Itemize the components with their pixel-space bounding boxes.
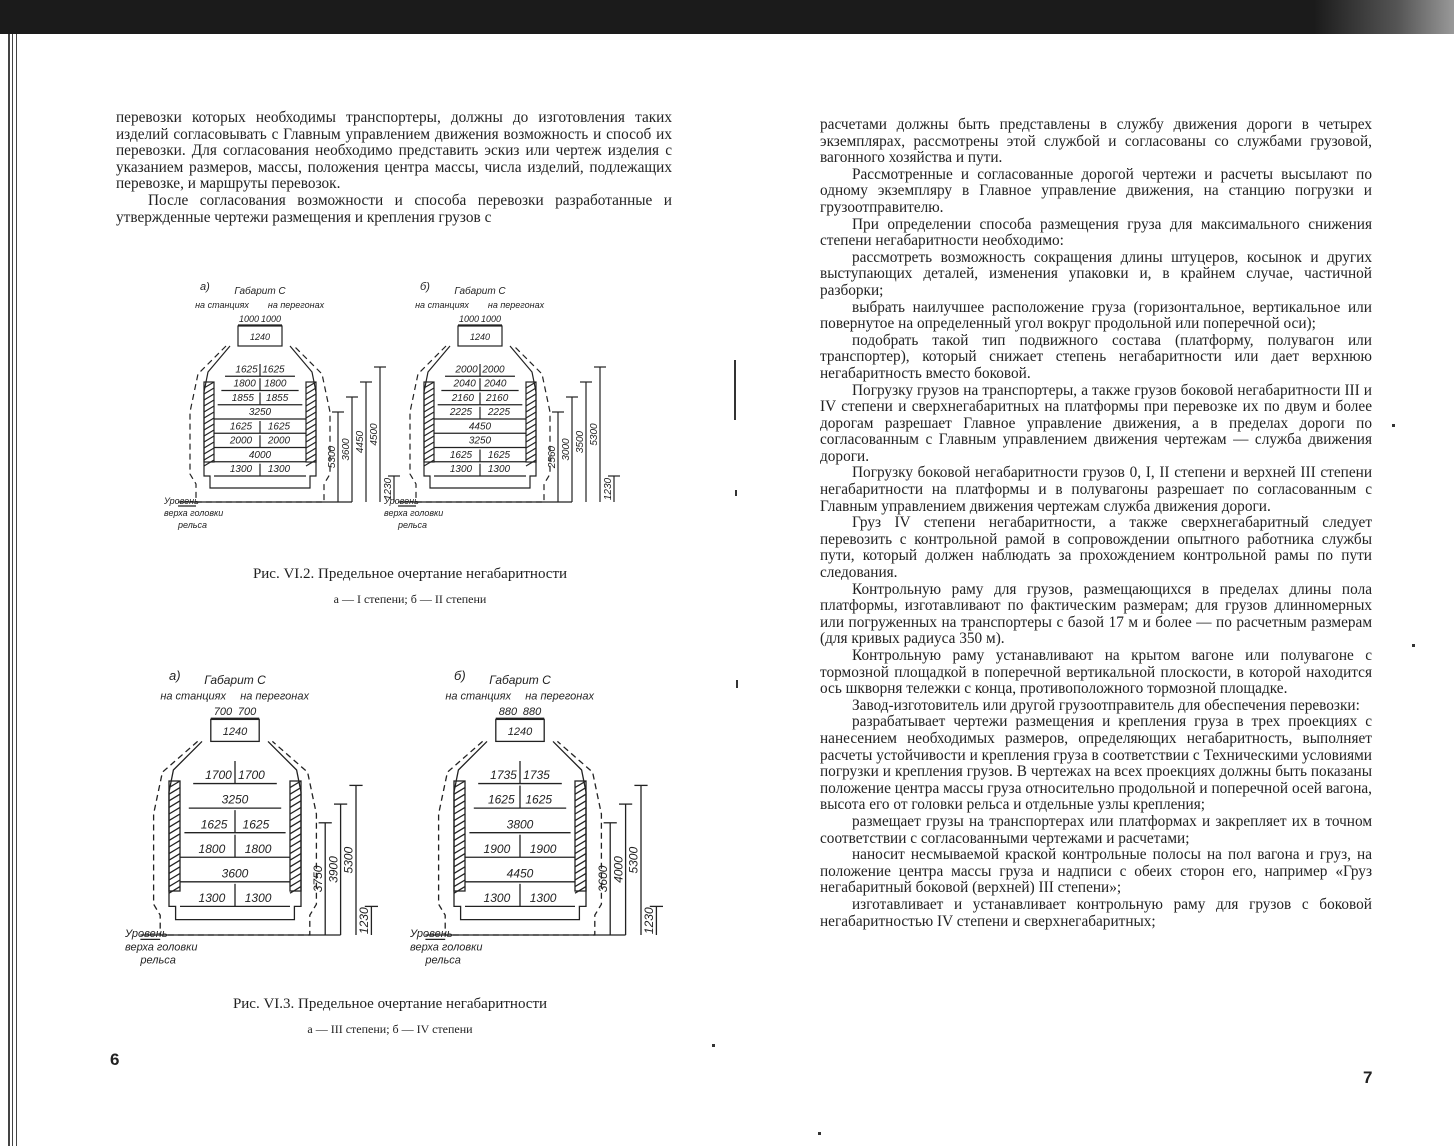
hatch-line xyxy=(526,442,536,448)
hatch-line xyxy=(306,424,316,430)
height-dimension-label: 1230 xyxy=(383,477,394,501)
hatch-line xyxy=(290,840,301,847)
hatch-line xyxy=(204,388,214,394)
dimension-label: 1000 xyxy=(260,314,282,324)
hatch-line xyxy=(526,400,536,406)
hatch-line xyxy=(306,448,316,454)
gauge-subheader: на перегонах xyxy=(267,300,325,310)
dimension-label: 1625 xyxy=(235,364,258,376)
gauge-subheader: на станциях xyxy=(445,690,512,703)
hatch-line xyxy=(454,854,465,861)
hatch-line xyxy=(424,412,434,418)
hatch-line xyxy=(290,788,301,795)
hatch-line xyxy=(169,834,180,841)
hatch-line xyxy=(306,436,316,442)
rail-level-label: Уровень xyxy=(164,496,199,506)
hatch-line xyxy=(575,794,586,801)
dimension-label: 2160 xyxy=(451,392,474,404)
hatch-line xyxy=(290,801,301,808)
dimension-label: 1300 xyxy=(244,891,272,905)
dimension-label: 1700 xyxy=(238,768,265,783)
height-dimension-label: 5300 xyxy=(589,423,600,446)
hatch-line xyxy=(290,860,301,867)
dimension-label: 1800 xyxy=(244,841,272,856)
figure-vi-2-panel-b xyxy=(383,282,620,530)
hatch-line xyxy=(290,887,301,894)
hatch-line xyxy=(526,418,536,424)
hatch-line xyxy=(169,801,180,808)
hatch-line xyxy=(169,788,180,795)
dimension-label: 1800 xyxy=(264,378,287,390)
dimension-label: 1625 xyxy=(267,421,291,433)
height-dimension-label: 5300 xyxy=(341,846,356,874)
page-number-left: 6 xyxy=(110,1050,120,1069)
left-paragraph: После согласования возможности и способа перевозки разработанные и утвержденные чертежи размещения и крепления грузов с xyxy=(116,191,672,226)
dimension-label: 700 xyxy=(237,706,257,718)
dimension-label: 4450 xyxy=(506,866,534,881)
dimension-label: 1625 xyxy=(242,817,270,832)
book-binding-edge xyxy=(0,0,22,1146)
figure-vi-3-subcaption: а — III степени; б — IV степени xyxy=(307,1022,473,1036)
hatch-line xyxy=(169,860,180,867)
hatch-line xyxy=(290,814,301,821)
dimension-label: 2000 xyxy=(267,435,291,447)
hatch-line xyxy=(306,394,316,400)
height-dimension-label: 4500 xyxy=(369,423,380,446)
rail-level-label: верха головки xyxy=(384,508,444,518)
hatch-line xyxy=(169,827,180,834)
gauge-header: Габарит С xyxy=(454,286,506,297)
hatch-line xyxy=(575,847,586,854)
rail-level-label: верха головки xyxy=(125,941,198,954)
page-number-right: 7 xyxy=(1363,1068,1373,1087)
hatch-line xyxy=(169,873,180,880)
hatch-line xyxy=(526,424,536,430)
hatch-line xyxy=(575,873,586,880)
hatch-line xyxy=(169,807,180,814)
gauge-subheader: на перегонах xyxy=(525,690,594,703)
hatch-line xyxy=(526,430,536,436)
hatch-line xyxy=(424,400,434,406)
hatch-line xyxy=(454,880,465,887)
hatch-line xyxy=(290,821,301,828)
hatch-line xyxy=(204,412,214,418)
right-paragraph: наносит несмываемой краской контрольные полосы на пол вагона и груз, на положение центра массы груза и надписи с обеих сторон его, например «Груз негабаритный боковой (верхней) III степени»; xyxy=(820,846,1372,897)
hatch-line xyxy=(169,880,180,887)
hatch-line xyxy=(526,406,536,412)
dimension-label: 2160 xyxy=(486,392,509,404)
hatch-line xyxy=(204,448,214,454)
hatch-line xyxy=(290,873,301,880)
rail-level-label: верха головки xyxy=(164,508,224,518)
height-dimension-label: 3600 xyxy=(341,438,352,461)
hatch-line xyxy=(575,814,586,821)
hatch-line xyxy=(526,448,536,454)
dimension-label: 1240 xyxy=(222,725,248,738)
hatch-line xyxy=(204,454,214,460)
hatch-line xyxy=(169,814,180,821)
dimension-label: 3250 xyxy=(468,435,492,447)
dimension-label: 2225 xyxy=(487,407,511,418)
dimension-label: 2000 xyxy=(482,364,505,376)
hatch-line xyxy=(454,847,465,854)
height-dimension-label: 5300 xyxy=(327,445,338,469)
dimension-label: 1000 xyxy=(238,314,260,324)
dimension-label: 1240 xyxy=(507,725,533,738)
figure-vi-3-panel-b xyxy=(409,668,663,967)
hatch-line xyxy=(204,406,214,412)
dimension-label: 1625 xyxy=(487,449,511,461)
height-dimension-label: 1230 xyxy=(357,907,372,935)
gauge-subheader: на перегонах xyxy=(240,690,309,703)
dimension-label: 1000 xyxy=(458,314,480,324)
height-dimension-label: 1230 xyxy=(642,907,657,935)
hatch-line xyxy=(424,454,434,460)
hatch-line xyxy=(575,867,586,874)
panel-letter: б) xyxy=(454,667,466,683)
scan-top-edge-fade xyxy=(1314,0,1454,34)
dimension-label: 2040 xyxy=(453,378,476,390)
hatch-line xyxy=(454,801,465,808)
dimension-label: 3600 xyxy=(221,866,249,881)
hatched-zone xyxy=(204,382,214,462)
hatch-line xyxy=(306,400,316,406)
hatch-line xyxy=(575,860,586,867)
dimension-label: 1625 xyxy=(449,449,473,461)
gauge-subheader: на станциях xyxy=(415,300,469,310)
right-paragraph: Завод-изготовитель или другой грузоотправитель для обеспечения перевозки: xyxy=(852,696,1360,714)
hatch-line xyxy=(169,821,180,828)
hatch-line xyxy=(454,788,465,795)
hatch-line xyxy=(204,394,214,400)
hatch-line xyxy=(454,867,465,874)
hatch-line xyxy=(454,814,465,821)
left-paragraph: перевозки которых необходимы транспортеры, должны до изготовления таких изделий согласовывать с Главным управлением движения возможность и способ их перевозки. Для согласования необходимо представить эскиз или чертеж изделия с указанием размеров, массы, положения центра массы, числа изделий, подлежащих перевозке, и маршруты перевозок. xyxy=(116,109,672,193)
right-paragraph: Груз IV степени негабаритности, а также сверхнегабаритный следует перевозить с контрольной рамой в сопровождении опытного работника службы пути, который должен наблюдать за прохождением контрольной рамы по пути следования. xyxy=(820,514,1372,582)
hatch-line xyxy=(454,873,465,880)
hatch-line xyxy=(204,460,214,466)
hatched-zone xyxy=(526,382,536,462)
hatch-line xyxy=(526,436,536,442)
hatch-line xyxy=(424,406,434,412)
hatch-line xyxy=(290,834,301,841)
hatch-line xyxy=(424,436,434,442)
dimension-label: 880 xyxy=(498,706,518,718)
hatch-line xyxy=(575,854,586,861)
rail-level-label: верха головки xyxy=(410,941,483,954)
rail-level-label: рельса xyxy=(425,954,461,967)
gauge-subheader: на станциях xyxy=(160,690,227,703)
panel-letter: а) xyxy=(169,667,181,683)
right-paragraph: расчетами должны быть представлены в службу движения дороги в четырех экземплярах, рассмотрены этой службой и согласованы со службами грузовой, вагонного хозяйства и пути. xyxy=(820,116,1372,167)
hatch-line xyxy=(424,442,434,448)
right-paragraph: подобрать такой тип подвижного состава (платформу, полувагон или транспортер), который снижает степень негабаритности или дает верхнюю негабаритность вместо боковой. xyxy=(820,331,1372,382)
height-dimension-label: 3500 xyxy=(575,430,586,454)
scan-top-edge xyxy=(0,0,1454,34)
right-paragraph: выбрать наилучшее расположение груза (горизонтальное, вертикальное или повернутое на определенный угол вокруг продольной или поперечной оси); xyxy=(820,298,1372,333)
hatch-line xyxy=(575,788,586,795)
dimension-label: 1625 xyxy=(229,421,253,433)
hatch-line xyxy=(290,847,301,854)
dimension-label: 1625 xyxy=(200,817,228,832)
height-dimension-label: 5300 xyxy=(626,846,641,874)
hatch-line xyxy=(169,867,180,874)
hatch-line xyxy=(454,807,465,814)
hatch-line xyxy=(306,412,316,418)
dimension-label: 2040 xyxy=(484,378,507,390)
height-dimension-label: 4000 xyxy=(611,856,626,883)
hatch-line xyxy=(526,394,536,400)
dimension-label: 2000 xyxy=(455,364,478,376)
hatch-line xyxy=(424,388,434,394)
hatch-line xyxy=(575,801,586,808)
dimension-label: 700 xyxy=(213,706,233,718)
right-paragraph: Погрузку грузов на транспортеры, а также грузов боковой негабаритности III и IV степени и сверхнегабаритных на платформы при перевозке их по двум и более дорогам разрешает Главное управление движения, а в пределах дороги по согласованным с Главным управлением движения чертежам — служба движения дороги. xyxy=(820,381,1372,465)
dimension-label: 3800 xyxy=(506,817,534,832)
right-paragraph: размещает грузы на транспортерах или платформах и закрепляет их в точном соответствии с согласованными чертежами и расчетами; xyxy=(820,812,1372,847)
hatch-line xyxy=(454,821,465,828)
hatch-line xyxy=(204,436,214,442)
hatch-line xyxy=(169,847,180,854)
hatch-line xyxy=(424,430,434,436)
height-dimension-label: 1230 xyxy=(603,477,614,501)
hatch-line xyxy=(526,388,536,394)
dimension-label: 3250 xyxy=(221,792,249,807)
hatch-line xyxy=(454,827,465,834)
height-dimension-label: 2560 xyxy=(547,445,558,469)
dimension-label: 1300 xyxy=(483,891,511,905)
hatch-line xyxy=(290,880,301,887)
panel-letter: а) xyxy=(200,282,210,293)
hatch-line xyxy=(169,854,180,861)
hatch-line xyxy=(424,448,434,454)
hatch-line xyxy=(290,794,301,801)
height-dimension-label: 3750 xyxy=(310,865,325,893)
hatch-line xyxy=(306,388,316,394)
hatch-line xyxy=(204,442,214,448)
hatch-line xyxy=(169,794,180,801)
right-page-text xyxy=(820,117,1372,930)
panel-letter: б) xyxy=(420,282,430,293)
dimension-label: 1625 xyxy=(487,792,515,807)
rail-level-label: рельса xyxy=(178,520,208,530)
hatch-line xyxy=(454,794,465,801)
hatch-line xyxy=(454,840,465,847)
height-dimension-label: 3600 xyxy=(595,865,610,893)
rail-level-label: Уровень xyxy=(410,928,453,941)
figure-vi-3-caption: Рис. VI.3. Предельное очертание негабаритности xyxy=(232,996,548,1012)
dimension-label: 1300 xyxy=(529,891,557,905)
dimension-label: 1000 xyxy=(480,314,502,324)
gauge-header: Габарит С xyxy=(489,673,551,688)
hatch-line xyxy=(575,887,586,894)
dimension-label: 3250 xyxy=(248,407,272,418)
right-paragraph: При определении способа размещения груза для максимального снижения степени негабаритности необходимо: xyxy=(820,215,1372,250)
dimension-label: 1700 xyxy=(205,768,232,783)
hatch-line xyxy=(454,860,465,867)
hatch-line xyxy=(306,454,316,460)
hatch-line xyxy=(575,821,586,828)
height-dimension-label: 4450 xyxy=(355,430,366,454)
hatch-line xyxy=(454,834,465,841)
right-paragraph: Рассмотренные и согласованные дорогой чертежи и расчеты высылают по одному экземпляру в Главное управление движения, на станцию погрузки и грузоотправителю. xyxy=(820,165,1372,216)
right-paragraph: Погрузку боковой негабаритности грузов 0, I, II степени и верхней III степени негабаритности на платформы и в полувагоны разрешает по согласованным с Главным управлением движения чертежам служба движения дороги. xyxy=(820,464,1372,515)
dimension-label: 1735 xyxy=(523,768,550,783)
figure-vi-2-panel-a xyxy=(163,282,400,530)
hatch-line xyxy=(204,418,214,424)
dimension-label: 1855 xyxy=(266,392,289,404)
dimension-label: 4000 xyxy=(248,449,272,461)
hatch-line xyxy=(290,827,301,834)
dimension-label: 1300 xyxy=(449,464,473,475)
hatch-line xyxy=(424,460,434,466)
right-paragraph: Контрольную раму устанавливают на крытом вагоне или полувагоне с тормозной площадкой в поперечной вертикальной плоскости, в которой находится ось шкворня тележки с конца, противоположного тормозной площадке. xyxy=(820,647,1372,698)
hatch-line xyxy=(204,430,214,436)
dimension-label: 1800 xyxy=(198,841,226,856)
right-paragraph: разрабатывает чертежи размещения и крепления груза в трех проекциях с нанесением необходимых размеров, определяющих негабаритность, выполняет расчеты устойчивости и крепления груза в соответствии с Техническими условиями погрузки и крепления грузов. В чертежах на всех проекциях должны быть показаны положение центра массы груза относительно продольной и поперечной осей вагона, высота его от головки рельса и отдельные узлы крепления; xyxy=(820,713,1372,814)
gauge-header: Габарит С xyxy=(204,673,266,688)
dimension-label: 1625 xyxy=(262,364,285,376)
hatch-line xyxy=(424,418,434,424)
dimension-label: 880 xyxy=(522,706,542,718)
hatch-line xyxy=(424,424,434,430)
hatch-line xyxy=(526,454,536,460)
right-paragraph: изготавливает и устанавливает контрольную раму для грузов с боковой негабаритностью IV степени и сверхнегабаритных; xyxy=(820,895,1372,930)
hatch-line xyxy=(575,834,586,841)
rail-level-label: рельса xyxy=(140,954,176,967)
dimension-label: 1900 xyxy=(483,841,511,856)
figure-vi-2-subcaption: а — I степени; б — II степени xyxy=(333,592,487,606)
hatch-line xyxy=(306,442,316,448)
figure-vi-3 xyxy=(110,648,690,978)
hatch-line xyxy=(306,406,316,412)
dimension-label: 1300 xyxy=(198,891,226,905)
hatch-line xyxy=(169,887,180,894)
hatched-zone xyxy=(306,382,316,462)
dimension-label: 1240 xyxy=(249,332,271,342)
hatch-line xyxy=(306,460,316,466)
gauge-header: Габарит С xyxy=(234,286,286,297)
gauge-subheader: на станциях xyxy=(195,300,249,310)
dimension-label: 1300 xyxy=(267,464,291,475)
hatch-line xyxy=(290,854,301,861)
hatch-line xyxy=(290,867,301,874)
right-paragraph: Контрольную раму для грузов, размещающихся в пределах длины пола платформы, изготавливают по фактическим размерам; для грузов длинномерных или погруженных на транспортеры с базой 17 м и более — по расчетным размерам (для кривых радиуса 350 м). xyxy=(820,580,1372,648)
hatch-line xyxy=(575,807,586,814)
hatch-line xyxy=(290,807,301,814)
dimension-label: 1240 xyxy=(469,332,491,342)
left-page-text xyxy=(116,110,672,226)
dimension-label: 1300 xyxy=(229,464,253,475)
rail-level-label: Уровень xyxy=(384,496,419,506)
dimension-label: 2225 xyxy=(449,407,473,418)
hatch-line xyxy=(204,424,214,430)
hatch-line xyxy=(575,840,586,847)
dimension-label: 1300 xyxy=(487,464,511,475)
dimension-label: 2000 xyxy=(229,435,253,447)
figure-vi-3-panel-a xyxy=(124,668,378,967)
rail-level-label: Уровень xyxy=(125,928,168,941)
height-dimension-label: 3000 xyxy=(561,438,572,461)
hatch-line xyxy=(575,880,586,887)
height-dimension-label: 3900 xyxy=(326,856,341,883)
dimension-label: 1900 xyxy=(529,841,557,856)
hatch-line xyxy=(204,400,214,406)
hatch-line xyxy=(306,418,316,424)
hatch-line xyxy=(169,840,180,847)
figure-vi-2 xyxy=(150,282,670,552)
dimension-label: 1735 xyxy=(490,768,517,783)
figure-vi-2-caption: Рис. VI.2. Предельное очертание негабаритности xyxy=(252,566,568,582)
hatch-line xyxy=(526,460,536,466)
hatch-line xyxy=(575,827,586,834)
hatch-line xyxy=(424,394,434,400)
dimension-label: 1625 xyxy=(525,792,553,807)
rail-level-label: рельса xyxy=(398,520,428,530)
right-paragraph: рассмотреть возможность сокращения длины штуцеров, косынок и других выступающих деталей, изменения упаковки и, в крайнем случае, частичной разборки; xyxy=(820,248,1372,299)
dimension-label: 1855 xyxy=(231,392,254,404)
hatch-line xyxy=(454,887,465,894)
hatched-zone xyxy=(424,382,434,462)
hatch-line xyxy=(306,430,316,436)
hatch-line xyxy=(526,412,536,418)
gauge-subheader: на перегонах xyxy=(487,300,545,310)
dimension-label: 4450 xyxy=(468,421,492,433)
dimension-label: 1800 xyxy=(233,378,256,390)
